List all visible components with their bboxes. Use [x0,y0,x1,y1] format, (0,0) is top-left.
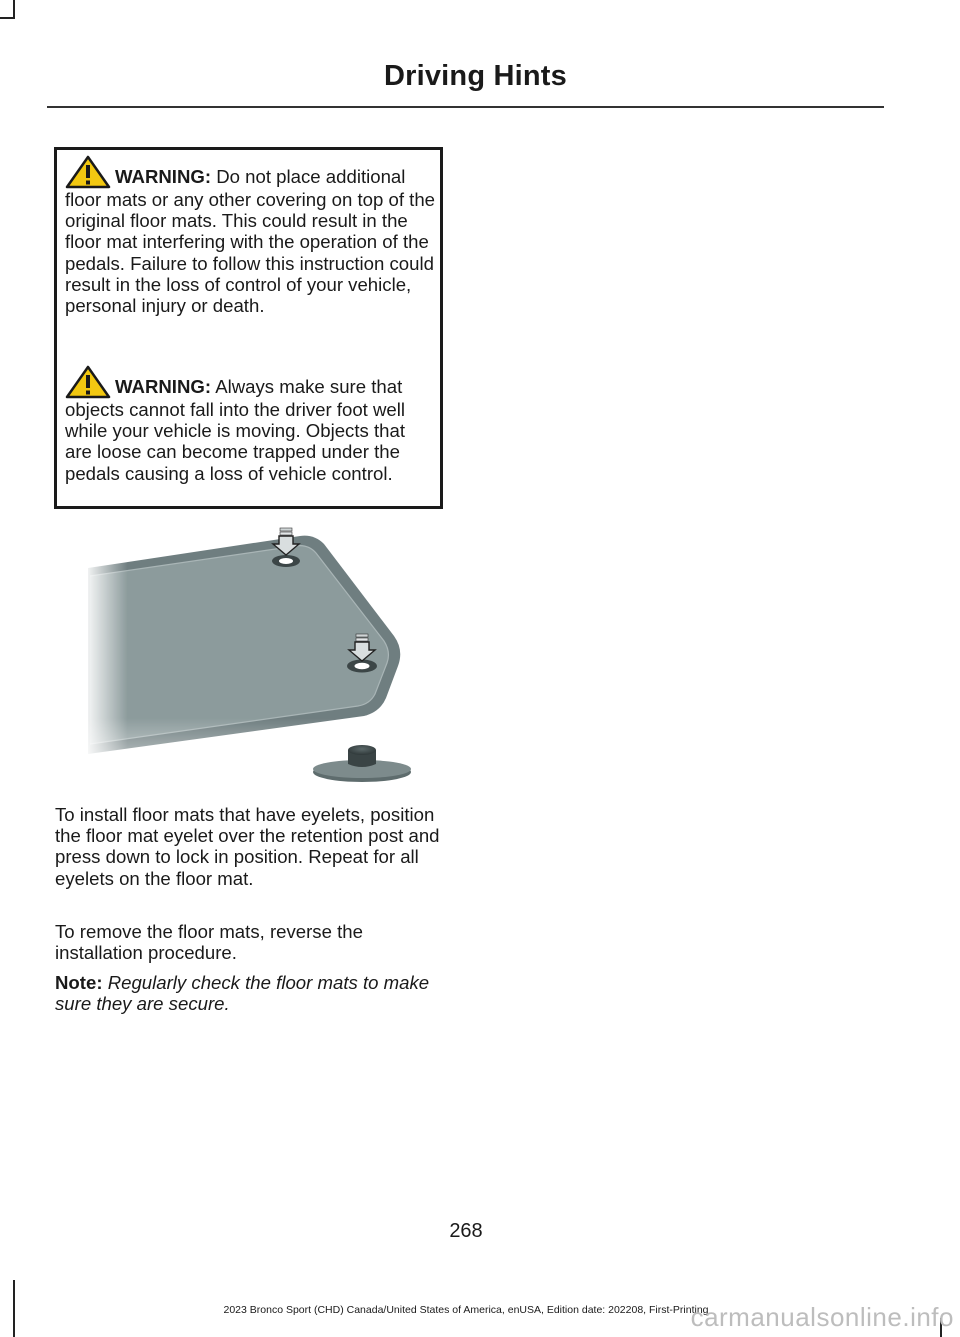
body-paragraph-2 [55,921,450,963]
remove-instructions: To remove the floor mats, reverse the installation procedure. [55,921,363,964]
note-label: Note: [55,972,103,993]
header-divider [47,106,884,108]
note-text: Regularly check the floor mats to make sure they are secure. [55,972,430,1015]
note [55,972,450,1014]
warning-label: WARNING: [115,376,212,397]
warning-text: Always make sure that objects cannot fall into the driver foot well while your vehicle is moving. Objects that are loose can become trapped under the pedals causing a loss of vehicle control. [65,376,406,484]
warning-text: Do not place additional floor mats or any other covering on top of the original floor mats. This could result in the floor mat interfering with the operation of the pedals. Failure to follow this instruction could result in the loss of control of your vehicle, personal injury or death. [65,166,436,317]
floor-mat-eyelet-illustration [88,526,418,782]
body-paragraph-1 [55,804,450,889]
warning-triangle-icon [65,365,111,399]
warning-2 [65,365,436,484]
warning-label: WARNING: [115,166,212,187]
page-title: Driving Hints [383,60,567,92]
crop-mark-top-left-v [13,0,15,18]
warning-1 [65,155,436,316]
watermark: carmanualsonline.info [690,1302,954,1332]
footer-edition: 2023 Bronco Sport (CHD) Canada/United States of America, enUSA, Edition date: 202208, First-Printing [223,1304,709,1316]
page-number: 268 [449,1220,483,1242]
warning-triangle-icon [65,155,111,189]
warning-box [54,147,443,509]
crop-mark-top-left-h [0,17,15,19]
install-instructions: To install floor mats that have eyelets, position the floor mat eyelet over the retention post and press down to lock in position. Repeat for all eyelets on the floor mat. [55,804,440,889]
